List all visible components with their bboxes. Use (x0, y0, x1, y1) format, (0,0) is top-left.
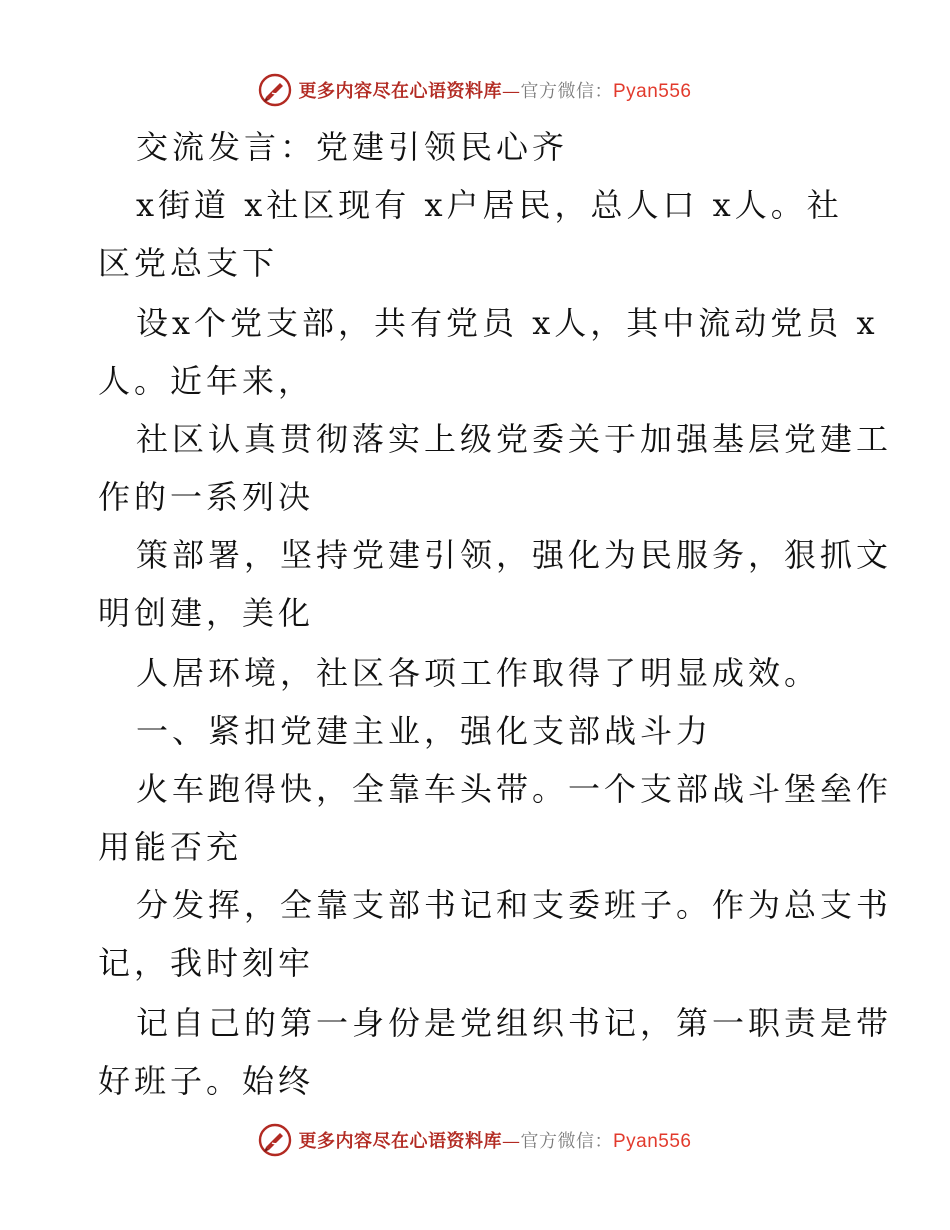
doc-line: x街道 x社区现有 x户居民，总人口 x人。社 (136, 186, 843, 224)
watermark-site: 更多内容尽在心语资料库 (298, 1131, 502, 1152)
doc-line: 人。近年来， (98, 362, 315, 400)
watermark-label: 官方微信： (520, 81, 613, 102)
pen-logo-icon (258, 1123, 292, 1157)
doc-line: 记，我时刻牢 (98, 944, 315, 982)
watermark-text (298, 1127, 691, 1153)
doc-line: 明创建，美化 (98, 594, 315, 632)
doc-line: 设x个党支部，共有党员 x人，其中流动党员 x (136, 304, 879, 342)
doc-line: 策部署，坚持党建引领，强化为民服务，狠抓文 (136, 536, 893, 574)
pen-logo-icon (258, 73, 292, 107)
doc-line: 人居环境，社区各项工作取得了明显成效。 (136, 654, 821, 692)
header-watermark (0, 70, 950, 110)
watermark-label: 官方微信： (520, 1131, 613, 1152)
doc-line: 区党总支下 (98, 244, 279, 282)
watermark-text (298, 77, 691, 103)
doc-line: 记自己的第一身份是党组织书记，第一职责是带 (136, 1004, 893, 1042)
footer-watermark (0, 1120, 950, 1160)
watermark-dash: — (501, 81, 521, 102)
doc-line: 火车跑得快，全靠车头带。一个支部战斗堡垒作 (136, 770, 893, 808)
watermark-wechat: Pyan556 (612, 1131, 692, 1152)
watermark-site: 更多内容尽在心语资料库 (298, 81, 502, 102)
doc-line: 分发挥，全靠支部书记和支委班子。作为总支书 (136, 886, 893, 924)
doc-title: 交流发言：党建引领民心齐 (136, 128, 569, 166)
watermark-dash: — (501, 1131, 521, 1152)
section-heading: 一、紧扣党建主业，强化支部战斗力 (136, 712, 713, 750)
doc-line: 作的一系列决 (98, 478, 315, 516)
doc-line: 好班子。始终 (98, 1062, 315, 1100)
doc-line: 用能否充 (98, 828, 243, 866)
doc-line: 社区认真贯彻落实上级党委关于加强基层党建工 (136, 420, 893, 458)
watermark-wechat: Pyan556 (612, 81, 692, 102)
